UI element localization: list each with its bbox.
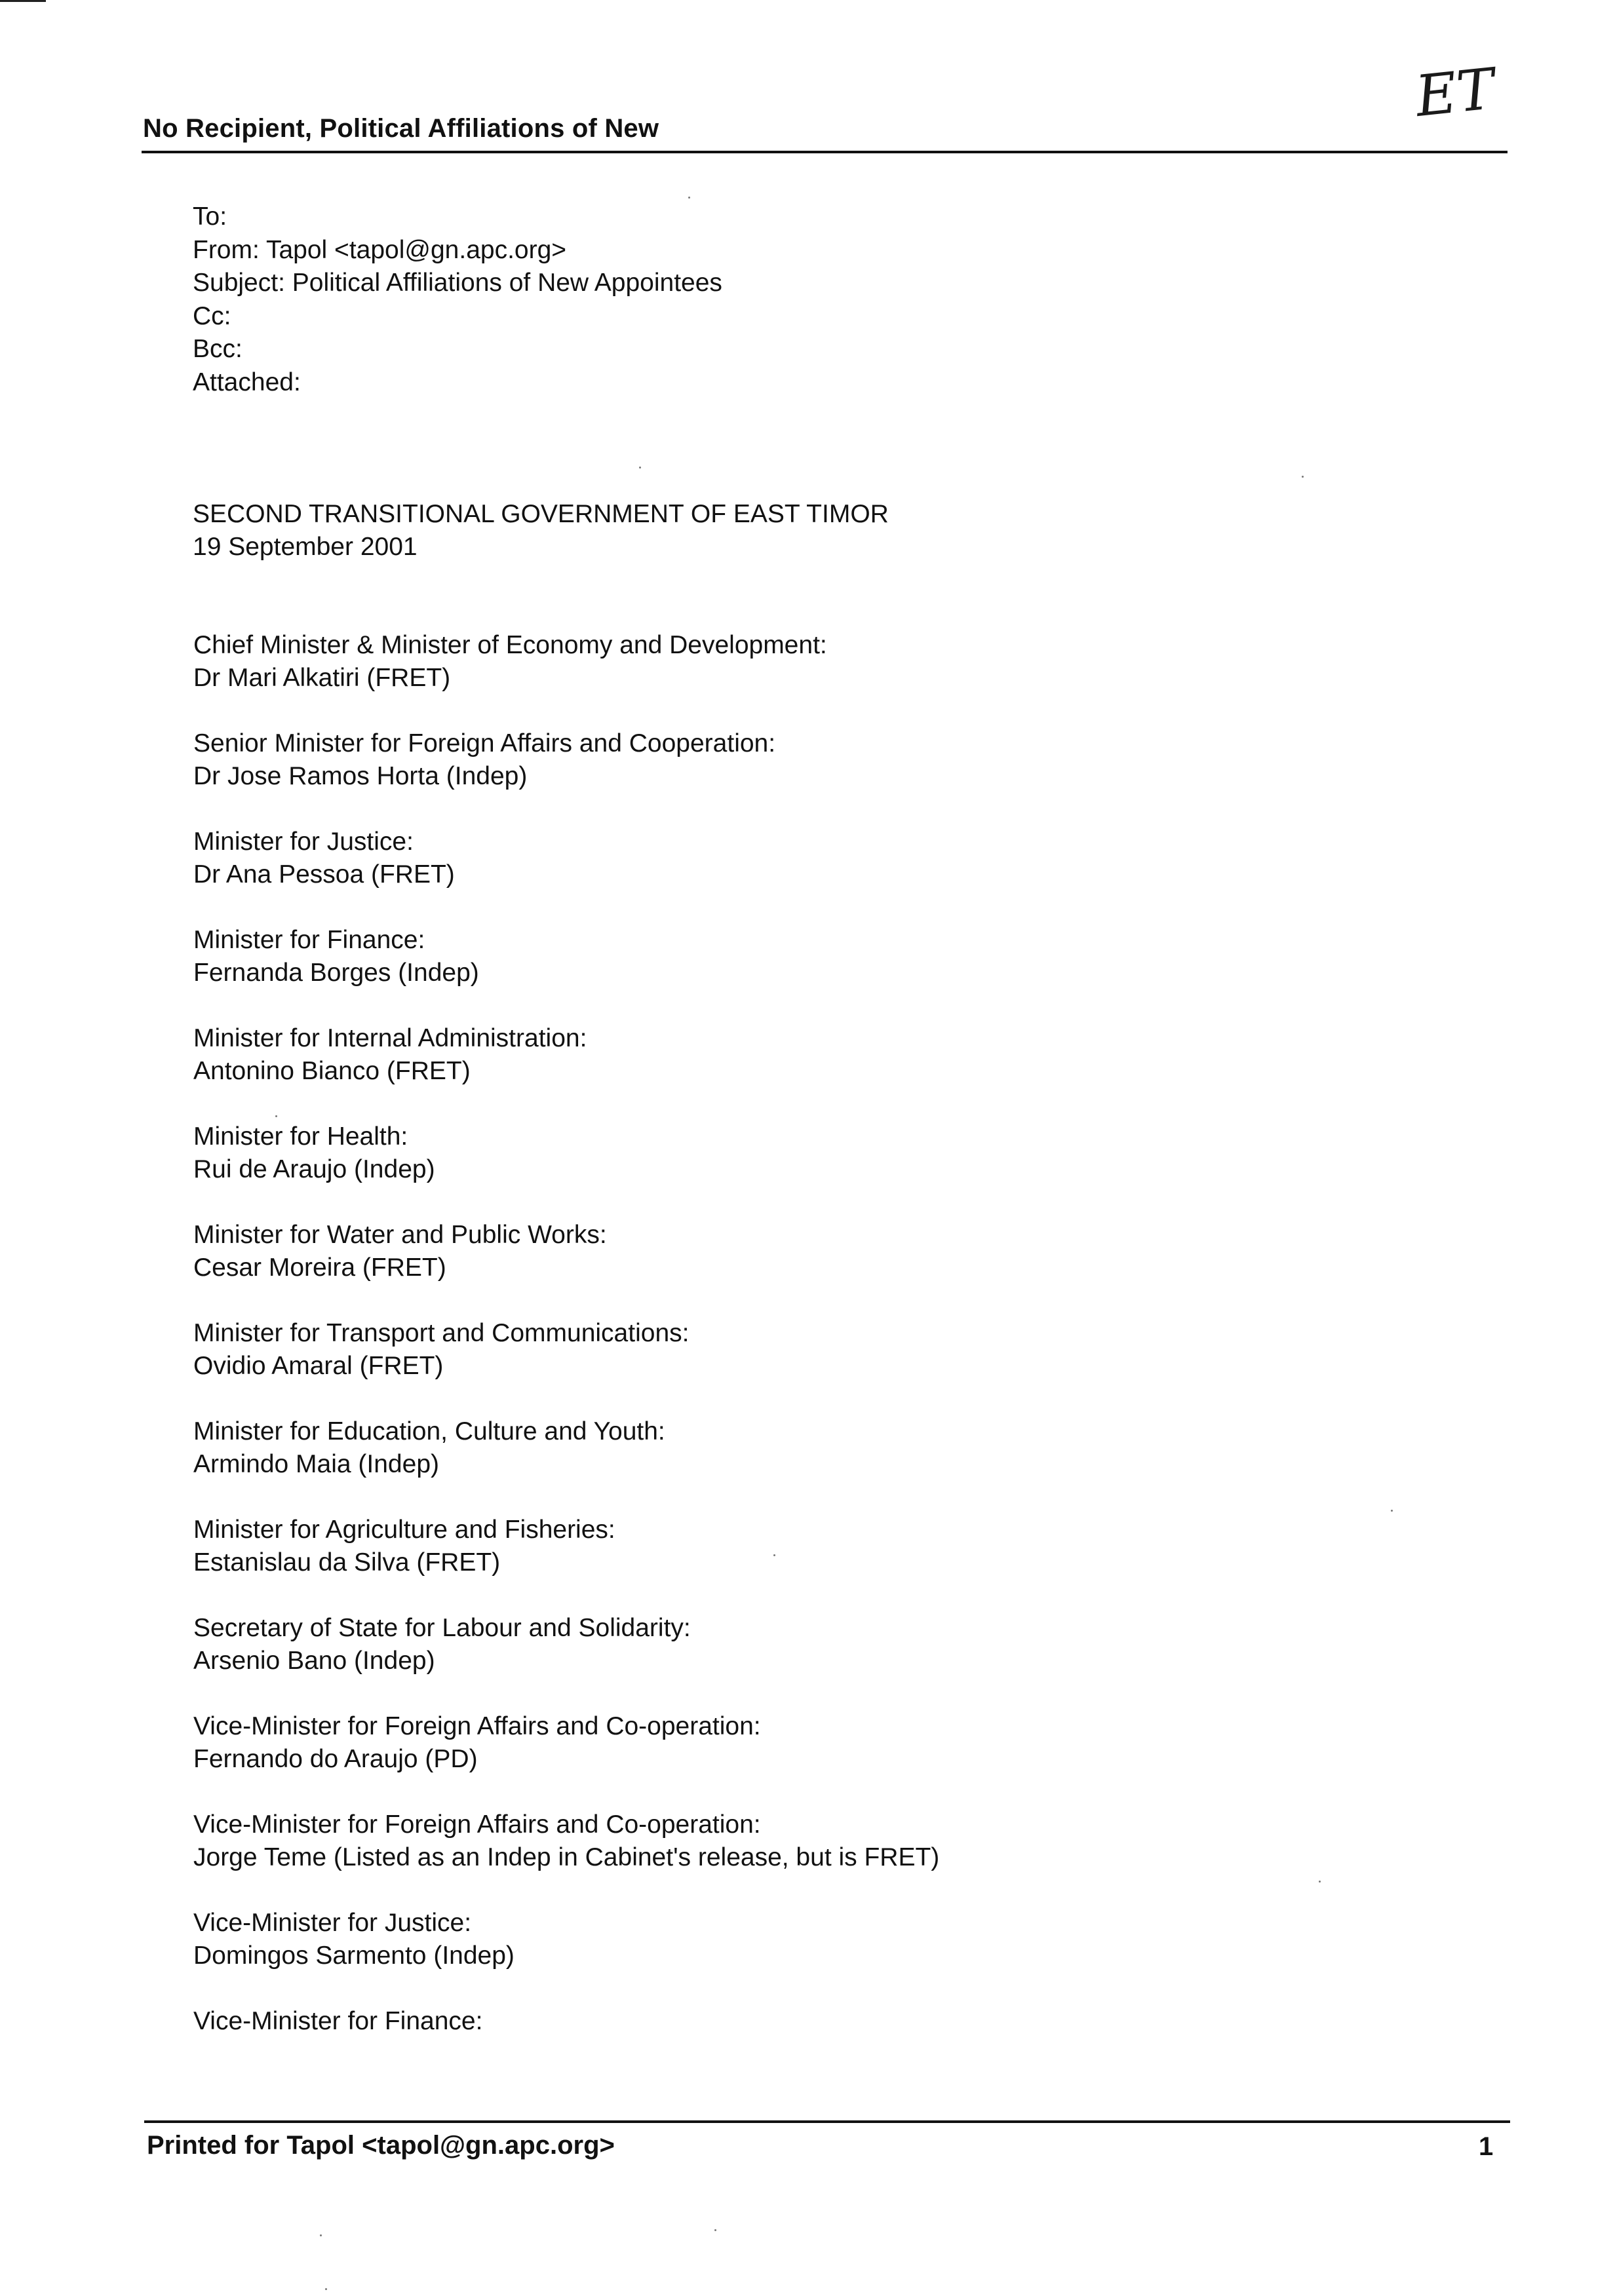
- scan-speck: [1319, 1881, 1321, 1883]
- appointee-entry: [193, 1317, 939, 1383]
- appointee-entry: [193, 826, 939, 891]
- appointee-name: Antonino Bianco (FRET): [193, 1057, 471, 1085]
- scan-speck: [714, 2229, 716, 2231]
- email-field-subject: [193, 267, 722, 300]
- scan-speck: [320, 2234, 322, 2236]
- email-field-bcc: [193, 333, 722, 366]
- appointee-entry: [193, 924, 939, 989]
- appointee-role: Minister for Water and Public Works:: [193, 1221, 607, 1249]
- appointee-name: Dr Jose Ramos Horta (Indep): [193, 762, 528, 790]
- field-label: Bcc:: [193, 335, 243, 363]
- page-number: 1: [1479, 2132, 1494, 2161]
- email-field-attached: [193, 366, 722, 400]
- appointee-role: Secretary of State for Labour and Solidarity:: [193, 1614, 691, 1642]
- scan-speck: [275, 1115, 277, 1117]
- appointee-name: Dr Mari Alkatiri (FRET): [193, 664, 451, 692]
- scan-speck: [325, 2288, 327, 2290]
- scan-corner-mark: [0, 0, 46, 2]
- footer-divider: [144, 2120, 1510, 2123]
- appointee-role: Minister for Transport and Communications:: [193, 1319, 690, 1347]
- appointee-name: Dr Ana Pessoa (FRET): [193, 860, 455, 889]
- appointee-role: Vice-Minister for Foreign Affairs and Co-operation:: [193, 1810, 761, 1839]
- appointee-entry: [193, 1415, 939, 1481]
- email-header-fields: [193, 201, 722, 399]
- email-field-to: [193, 201, 722, 234]
- field-value: Political Affiliations of New Appointees: [292, 269, 722, 297]
- appointee-entry: [193, 1022, 939, 1088]
- appointee-entry: [193, 1907, 939, 1972]
- appointee-role: Vice-Minister for Foreign Affairs and Co-operation:: [193, 1712, 761, 1740]
- field-label: To:: [193, 202, 227, 231]
- appointee-name: Fernanda Borges (Indep): [193, 959, 479, 987]
- appointee-role: Minister for Finance:: [193, 926, 425, 954]
- scan-speck: [639, 467, 641, 469]
- field-label: Cc:: [193, 301, 231, 330]
- appointee-role: Minister for Internal Administration:: [193, 1024, 587, 1052]
- government-title: SECOND TRANSITIONAL GOVERNMENT OF EAST TIMOR: [193, 500, 889, 528]
- appointee-entry: [193, 1219, 939, 1284]
- appointee-role: Minister for Agriculture and Fisheries:: [193, 1516, 615, 1544]
- appointee-entry: [193, 727, 939, 793]
- field-label: Subject:: [193, 269, 285, 297]
- scan-speck: [1391, 1510, 1393, 1512]
- appointee-name: Ovidio Amaral (FRET): [193, 1352, 444, 1380]
- appointee-name: Cesar Moreira (FRET): [193, 1253, 446, 1282]
- scan-speck: [1302, 476, 1304, 478]
- appointee-name: Fernando do Araujo (PD): [193, 1745, 478, 1773]
- appointee-name: Rui de Araujo (Indep): [193, 1155, 435, 1183]
- field-label: Attached:: [193, 368, 301, 396]
- appointee-list: [193, 629, 939, 2071]
- footer-printed-for: Printed for Tapol <tapol@gn.apc.org>: [147, 2131, 615, 2160]
- appointee-entry: [193, 1120, 939, 1186]
- appointee-role: Senior Minister for Foreign Affairs and Cooperation:: [193, 729, 776, 757]
- appointee-role: Chief Minister & Minister of Economy and Development:: [193, 631, 827, 659]
- appointee-role: Minister for Health:: [193, 1122, 408, 1151]
- appointee-entry: [193, 629, 939, 695]
- appointee-entry: [193, 1612, 939, 1677]
- appointee-name: Jorge Teme (Listed as an Indep in Cabinet's release, but is FRET): [193, 1843, 940, 1871]
- scan-speck: [688, 197, 690, 199]
- appointee-name: Armindo Maia (Indep): [193, 1450, 439, 1478]
- appointee-name: Domingos Sarmento (Indep): [193, 1942, 515, 1970]
- handwritten-annotation: ET: [1412, 56, 1498, 130]
- appointee-role: Minister for Justice:: [193, 828, 414, 856]
- government-heading: [193, 498, 889, 564]
- appointee-entry: [193, 2005, 939, 2038]
- header-divider: [142, 151, 1508, 153]
- appointee-name: Arsenio Bano (Indep): [193, 1647, 435, 1675]
- document-date: 19 September 2001: [193, 533, 418, 561]
- appointee-role: Minister for Education, Culture and Youth:: [193, 1417, 665, 1445]
- appointee-entry: [193, 1514, 939, 1579]
- field-value: Tapol <tapol@gn.apc.org>: [265, 235, 567, 264]
- appointee-role: Vice-Minister for Finance:: [193, 2007, 483, 2035]
- email-field-from: [193, 234, 722, 267]
- appointee-name: Estanislau da Silva (FRET): [193, 1548, 501, 1577]
- appointee-role: Vice-Minister for Justice:: [193, 1909, 472, 1937]
- field-label: From:: [193, 235, 260, 264]
- page-header-title: No Recipient, Political Affiliations of New: [143, 114, 659, 143]
- appointee-entry: [193, 1808, 939, 1874]
- email-field-cc: [193, 300, 722, 334]
- scan-speck: [773, 1554, 775, 1556]
- appointee-entry: [193, 1710, 939, 1776]
